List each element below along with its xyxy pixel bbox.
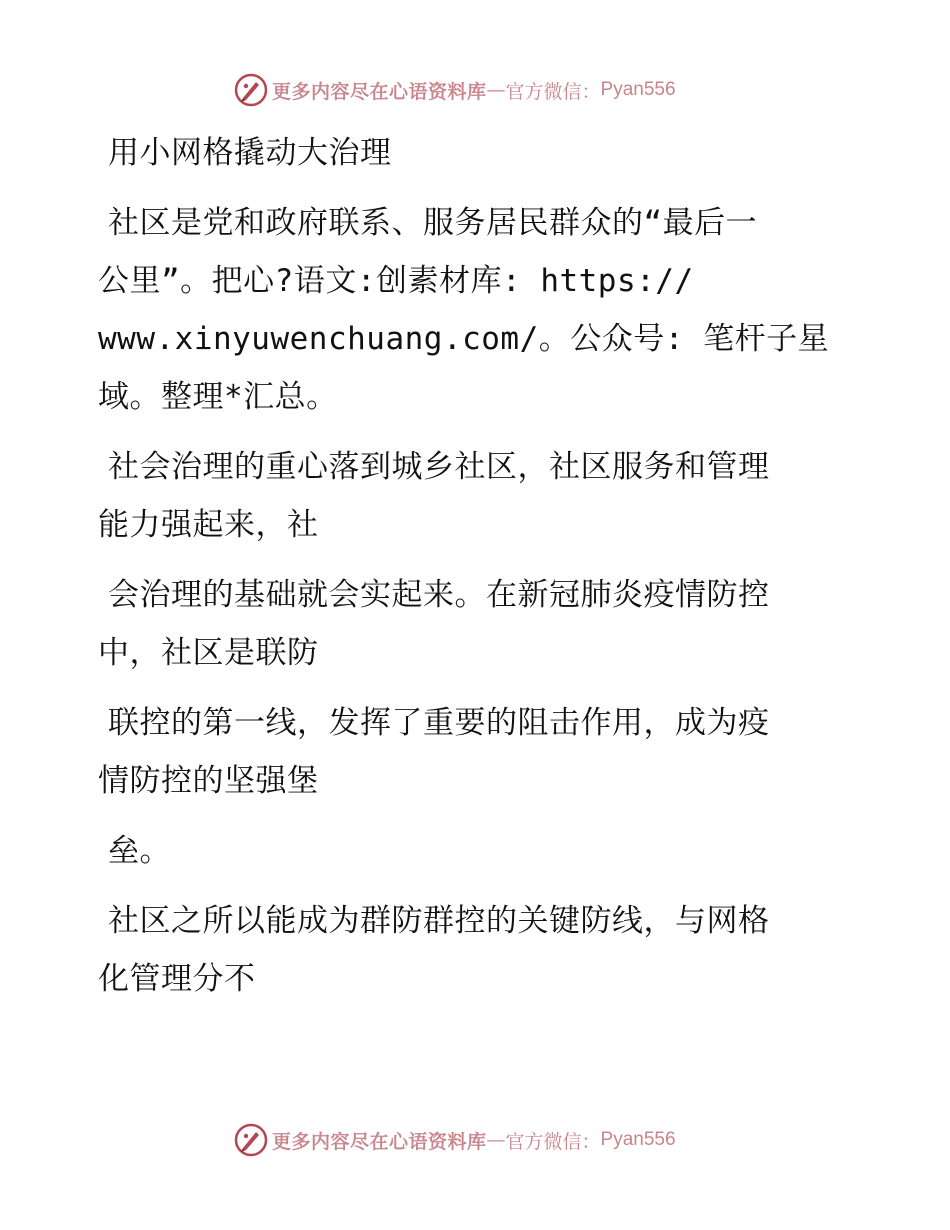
paragraph-line: 公里”。把心?语文:创素材库: https:// — [98, 263, 694, 299]
paragraph-line: 社会治理的重心落到城乡社区，社区服务和管理 — [108, 449, 770, 485]
paragraph-line: 会治理的基础就会实起来。在新冠肺炎疫情防控 — [108, 577, 770, 613]
watermark-account: Pyan556 — [600, 79, 676, 100]
watermark-separator: — — [486, 79, 506, 101]
watermark-official-label: 官方微信： — [505, 1130, 601, 1153]
paragraph-line: 域。整理*汇总。 — [98, 379, 338, 415]
watermark-brand: 更多内容尽在心语资料库 — [272, 80, 487, 103]
paragraph-line: www.xinyuwenchuang.com/。公众号: 笔杆子星 — [98, 321, 830, 357]
watermark-separator: — — [486, 1129, 506, 1151]
paragraph-line: 社区是党和政府联系、服务居民群众的“最后一 — [108, 205, 758, 241]
footer-watermark — [234, 1122, 714, 1158]
paragraph-line: 联控的第一线，发挥了重要的阻击作用，成为疫 — [108, 705, 770, 741]
paragraph-line: 情防控的坚强堡 — [98, 763, 319, 799]
watermark-brand: 更多内容尽在心语资料库 — [272, 1130, 487, 1153]
quill-logo-icon — [234, 1123, 268, 1157]
paragraph-line: 垒。 — [108, 833, 171, 869]
header-watermark — [234, 72, 714, 108]
watermark-account: Pyan556 — [600, 1129, 676, 1150]
paragraph-line: 能力强起来，社 — [98, 507, 319, 543]
document-title: 用小网格撬动大治理 — [108, 135, 392, 171]
paragraph-line: 化管理分不 — [98, 961, 256, 997]
quill-logo-icon — [234, 73, 268, 107]
document-body — [98, 124, 833, 1008]
paragraph-line: 中，社区是联防 — [98, 635, 319, 671]
paragraph-line: 社区之所以能成为群防群控的关键防线，与网格 — [108, 903, 770, 939]
watermark-official-label: 官方微信： — [505, 80, 601, 103]
